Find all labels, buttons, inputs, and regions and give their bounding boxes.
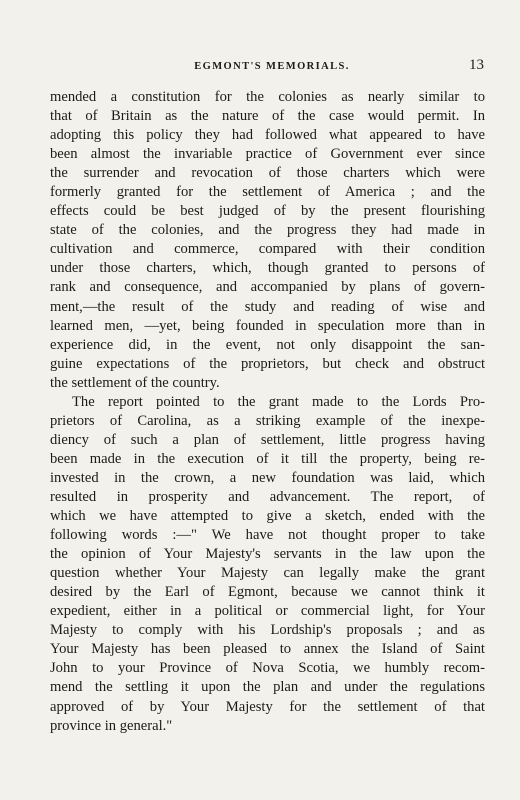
text-line: John to your Province of Nova Scotia, we humbly recom- xyxy=(50,660,485,677)
text-line: the settlement of the country. xyxy=(50,374,220,391)
text-line: state of the colonies, and the progress they had made in xyxy=(50,222,485,239)
paragraph xyxy=(50,393,485,736)
text-line: ment,—the result of the study and reading of wise and xyxy=(50,298,485,315)
text-line: cultivation and commerce, compared with their condition xyxy=(50,241,485,258)
body-text xyxy=(50,88,485,736)
text-line: learned men, —yet, being founded in speculation more than in xyxy=(50,317,485,334)
paragraph xyxy=(50,88,485,393)
text-line: resulted in prosperity and advancement. The report, of xyxy=(50,488,485,505)
text-line: approved of by Your Majesty for the settlement of that xyxy=(50,698,485,715)
text-line: desired by the Earl of Egmont, because we cannot think it xyxy=(50,584,485,601)
text-line: that of Britain as the nature of the case would permit. In xyxy=(50,108,485,125)
text-line: guine expectations of the proprietors, but check and obstruct xyxy=(50,355,485,372)
text-line: diency of such a plan of settlement, little progress having xyxy=(50,431,485,448)
text-line: expedient, either in a political or commercial light, for Your xyxy=(50,603,485,620)
text-line: rank and consequence, and accompanied by plans of govern- xyxy=(50,279,485,296)
text-line: formerly granted for the settlement of America ; and the xyxy=(50,184,485,201)
text-line: The report pointed to the grant made to the Lords Pro- xyxy=(72,393,485,410)
text-line: been almost the invariable practice of Government ever since xyxy=(50,146,485,163)
text-line: adopting this policy they had followed what appeared to have xyxy=(50,127,485,144)
text-line: the surrender and revocation of those charters which were xyxy=(50,165,485,182)
text-line: mended a constitution for the colonies as nearly similar to xyxy=(50,89,485,105)
text-line: mend the settling it upon the plan and under the regulations xyxy=(50,679,485,696)
text-line: invested in the crown, a new foundation was laid, which xyxy=(50,469,485,486)
text-line: under those charters, which, though granted to persons of xyxy=(50,260,485,277)
text-line: question whether Your Majesty can legally make the grant xyxy=(50,565,485,582)
text-line: effects could be best judged of by the present flourishing xyxy=(50,203,485,220)
text-line: following words :—" We have not thought proper to take xyxy=(50,527,485,544)
running-head xyxy=(60,57,484,77)
text-line: province in general." xyxy=(50,717,173,734)
text-line: Majesty to comply with his Lordship's proposals ; and as xyxy=(50,622,485,639)
text-line: the opinion of Your Majesty's servants in the law upon the xyxy=(50,546,485,563)
text-line: been made in the execution of it till the property, being re- xyxy=(50,450,485,467)
text-line: prietors of Carolina, as a striking example of the inexpe- xyxy=(50,412,485,429)
page-number: 13 xyxy=(469,57,484,73)
text-line: which we have attempted to give a sketch, ended with the xyxy=(50,508,485,525)
running-title: EGMONT'S MEMORIALS. xyxy=(194,61,350,72)
text-line: Your Majesty has been pleased to annex the Island of Saint xyxy=(50,641,485,658)
text-line: experience did, in the event, not only disappoint the san- xyxy=(50,336,485,353)
